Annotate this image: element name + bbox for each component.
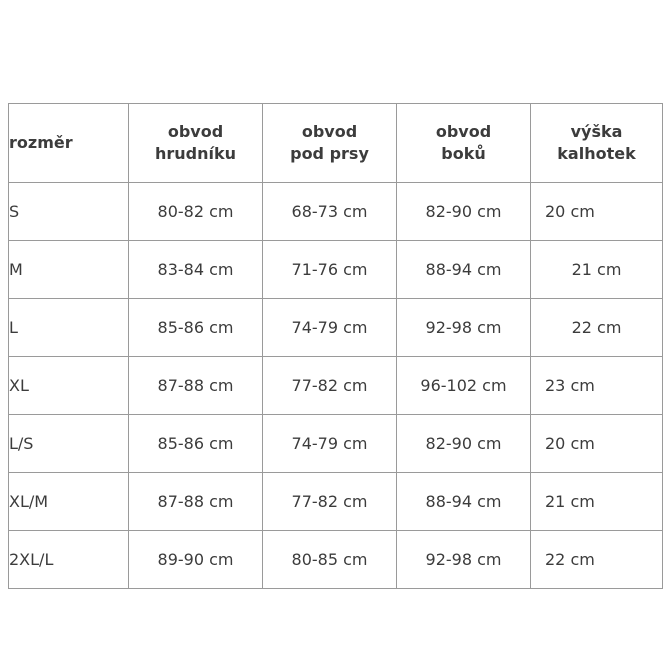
table-row <box>9 531 663 589</box>
cell-chest: 85-86 cm <box>129 299 263 357</box>
cell-height: 20 cm <box>531 183 663 241</box>
cell-hips: 88-94 cm <box>397 241 531 299</box>
cell-chest: 89-90 cm <box>129 531 263 589</box>
table-row <box>9 357 663 415</box>
cell-hips: 92-98 cm <box>397 299 531 357</box>
cell-underbust: 80-85 cm <box>263 531 397 589</box>
cell-hips: 96-102 cm <box>397 357 531 415</box>
header-cell-vyska-kalhotek <box>531 104 663 183</box>
cell-underbust: 77-82 cm <box>263 357 397 415</box>
cell-chest: 87-88 cm <box>129 473 263 531</box>
cell-size: 2XL/L <box>9 531 129 589</box>
header-line: hrudníku <box>154 144 237 163</box>
cell-size: XL/M <box>9 473 129 531</box>
header-row <box>9 104 663 183</box>
cell-height: 23 cm <box>531 357 663 415</box>
cell-underbust: 74-79 cm <box>263 415 397 473</box>
cell-height: 20 cm <box>531 415 663 473</box>
header-line: pod prsy <box>290 144 369 163</box>
cell-underbust: 74-79 cm <box>263 299 397 357</box>
table-header <box>9 104 663 183</box>
header-line: kalhotek <box>557 144 636 163</box>
table-row <box>9 241 663 299</box>
table-body <box>9 183 663 589</box>
table-row <box>9 473 663 531</box>
cell-hips: 92-98 cm <box>397 531 531 589</box>
header-cell-obvod-hrudniku <box>129 104 263 183</box>
cell-height: 22 cm <box>531 299 663 357</box>
cell-height: 22 cm <box>531 531 663 589</box>
cell-size: M <box>9 241 129 299</box>
cell-underbust: 71-76 cm <box>263 241 397 299</box>
header-cell-rozmer <box>9 104 129 183</box>
header-line: boků <box>441 144 486 163</box>
table-row <box>9 415 663 473</box>
size-chart <box>8 103 662 589</box>
cell-hips: 82-90 cm <box>397 415 531 473</box>
cell-chest: 83-84 cm <box>129 241 263 299</box>
cell-size: S <box>9 183 129 241</box>
header-line: rozměr <box>9 133 73 153</box>
cell-hips: 88-94 cm <box>397 473 531 531</box>
header-line: obvod <box>167 122 224 142</box>
cell-chest: 87-88 cm <box>129 357 263 415</box>
cell-hips: 82-90 cm <box>397 183 531 241</box>
size-table <box>8 103 663 589</box>
cell-underbust: 68-73 cm <box>263 183 397 241</box>
cell-size: XL <box>9 357 129 415</box>
header-line: obvod <box>301 122 358 142</box>
cell-underbust: 77-82 cm <box>263 473 397 531</box>
header-line: výška <box>570 122 623 142</box>
header-line: obvod <box>435 122 492 142</box>
cell-height: 21 cm <box>531 241 663 299</box>
table-row <box>9 183 663 241</box>
cell-chest: 85-86 cm <box>129 415 263 473</box>
header-cell-obvod-pod-prsy <box>263 104 397 183</box>
cell-size: L <box>9 299 129 357</box>
header-cell-obvod-boku <box>397 104 531 183</box>
cell-size: L/S <box>9 415 129 473</box>
table-row <box>9 299 663 357</box>
cell-chest: 80-82 cm <box>129 183 263 241</box>
cell-height: 21 cm <box>531 473 663 531</box>
